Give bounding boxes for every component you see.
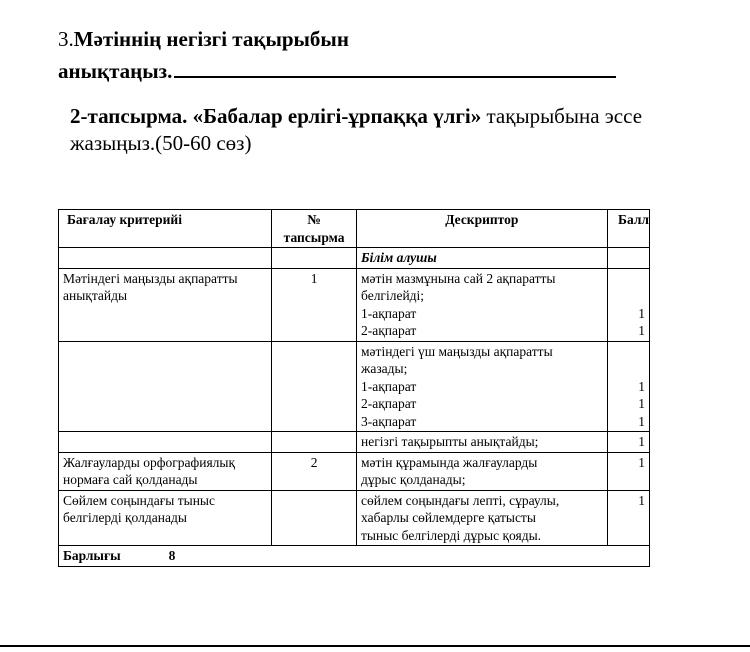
points-line: 1 bbox=[638, 396, 645, 411]
task-2-heading bbox=[70, 103, 670, 157]
task-2-title-bold: 2-тапсырма. «Бабалар ерлігі-ұрпаққа үлгі» bbox=[70, 104, 482, 128]
table-subheader-row bbox=[59, 248, 650, 269]
row-criteria bbox=[59, 432, 272, 453]
row-descriptor bbox=[357, 432, 608, 453]
descriptor-line: сөйлем соңындағы лепті, сұраулы, bbox=[361, 492, 560, 508]
row-criteria: Мәтіндегі маңызды ақпаратты анықтайды bbox=[59, 268, 272, 341]
row-criteria: Сөйлем соңындағы тыныс белгілерді қолданады bbox=[59, 490, 272, 546]
total-cell bbox=[59, 546, 650, 567]
question-3 bbox=[58, 25, 616, 86]
row-points: 1 bbox=[607, 490, 649, 546]
points-line bbox=[612, 343, 645, 361]
descriptor-line: мәтін құрамында жалғауларды bbox=[361, 454, 538, 470]
table-total-row bbox=[59, 546, 650, 567]
row-points bbox=[607, 341, 649, 432]
row-task-number: 1 bbox=[272, 268, 357, 341]
points-line: 1 bbox=[638, 413, 645, 429]
question-text-line1: Мәтіннің негізгі тақырыбын bbox=[73, 27, 349, 51]
table-row bbox=[59, 432, 650, 453]
points-line: 1 bbox=[638, 305, 645, 321]
descriptor-line: 1-ақпарат bbox=[361, 305, 417, 321]
total-label: Барлығы bbox=[63, 548, 121, 563]
table-row bbox=[59, 268, 650, 341]
table-row bbox=[59, 341, 650, 432]
descriptor-line: негізгі тақырыпты анықтайды; bbox=[361, 434, 539, 449]
header-points: Балл bbox=[607, 210, 649, 248]
page-bottom-divider bbox=[0, 645, 750, 647]
answer-blank-line bbox=[174, 54, 616, 78]
descriptor-line: мәтіндегі үш маңызды ақпаратты bbox=[361, 343, 553, 359]
question-number: 3. bbox=[58, 27, 74, 51]
row-task-number: 2 bbox=[272, 452, 357, 490]
row-task-number bbox=[272, 341, 357, 432]
descriptor-line: 2-ақпарат bbox=[361, 396, 417, 411]
question-text-line2: анықтаңыз. bbox=[58, 59, 173, 83]
row-points bbox=[607, 268, 649, 341]
table-row bbox=[59, 452, 650, 490]
descriptor-line: жазады; bbox=[361, 361, 408, 376]
points-line bbox=[612, 360, 645, 378]
row-points: 1 bbox=[607, 452, 649, 490]
empty-cell bbox=[272, 248, 357, 269]
table-row bbox=[59, 490, 650, 546]
descriptor-line: тыныс белгілерді дұрыс қояды. bbox=[361, 527, 542, 543]
subheader-student: Білім алушы bbox=[357, 248, 608, 269]
row-task-number bbox=[272, 490, 357, 546]
row-points: 1 bbox=[607, 432, 649, 453]
total-value: 8 bbox=[168, 548, 176, 563]
assessment-table bbox=[58, 209, 650, 567]
header-task-no-symbol: № bbox=[307, 212, 321, 227]
empty-cell bbox=[607, 248, 649, 269]
empty-cell bbox=[59, 248, 272, 269]
row-task-number bbox=[272, 432, 357, 453]
row-descriptor bbox=[357, 341, 608, 432]
row-criteria: Жалғауларды орфографиялық нормаға сай қолданады bbox=[59, 452, 272, 490]
points-line: 1 bbox=[638, 378, 645, 394]
header-task-no bbox=[272, 210, 357, 248]
header-task-no-label: тапсырма bbox=[283, 229, 345, 245]
row-descriptor bbox=[357, 452, 608, 490]
descriptor-line: 2-ақпарат bbox=[361, 323, 417, 338]
descriptor-line: 1-ақпарат bbox=[361, 378, 417, 394]
descriptor-line: дұрыс қолданады; bbox=[361, 472, 466, 487]
row-descriptor bbox=[357, 268, 608, 341]
header-criteria: Бағалау критерийі bbox=[59, 210, 272, 248]
table-header-row bbox=[59, 210, 650, 248]
row-descriptor bbox=[357, 490, 608, 546]
points-line bbox=[612, 270, 645, 288]
points-line: 1 bbox=[638, 323, 645, 338]
points-line bbox=[612, 287, 645, 305]
descriptor-line: хабарлы сөйлемдерге қатысты bbox=[361, 510, 536, 525]
task-2-title-rest: тақырыбына эссе жазыңыз.(50-60 сөз) bbox=[70, 104, 643, 155]
descriptor-line: 3-ақпарат bbox=[361, 413, 417, 429]
row-criteria bbox=[59, 341, 272, 432]
descriptor-line: мәтін мазмұнына сай 2 ақпаратты bbox=[361, 270, 556, 286]
header-descriptor: Дескриптор bbox=[357, 210, 608, 248]
descriptor-line: белгілейді; bbox=[361, 288, 425, 303]
